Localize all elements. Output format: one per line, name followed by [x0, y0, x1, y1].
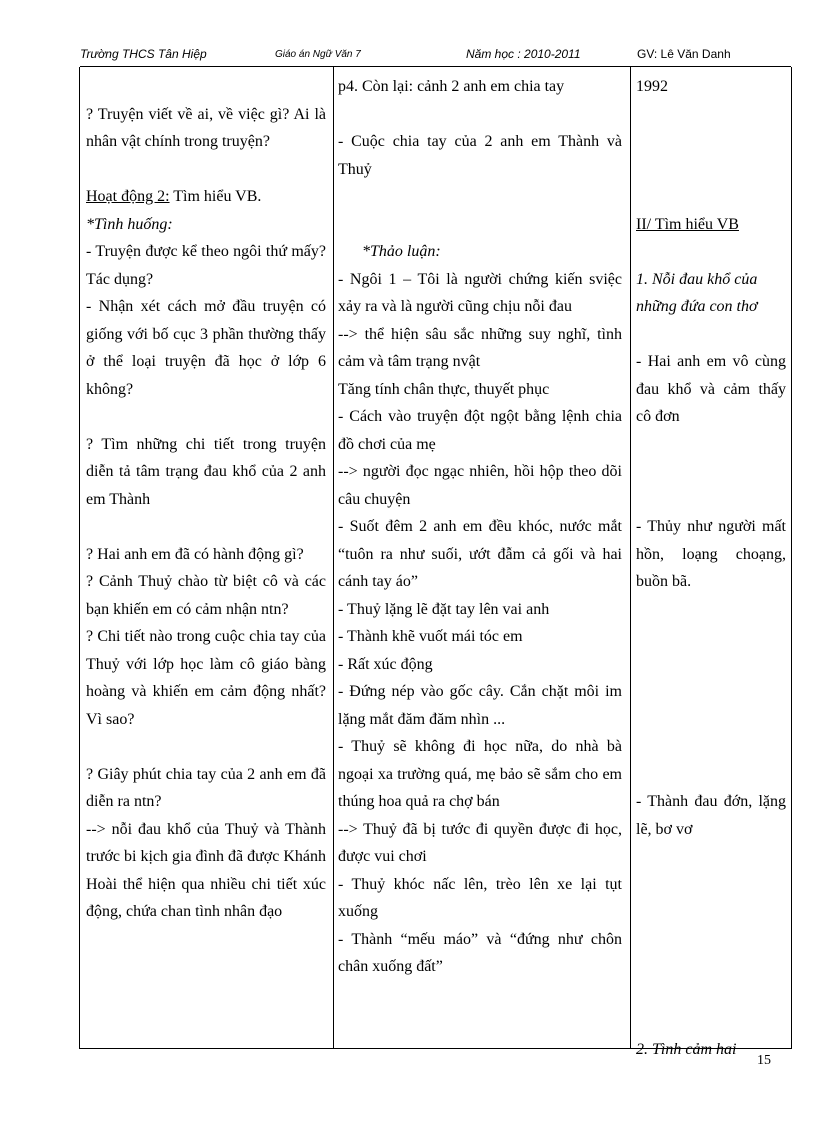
note-text: - Thủy như người mất hồn, loạng choạng, buồn bã.	[636, 518, 786, 590]
answer-text: - Thành “mếu máo” và “đứng như chôn chân xuống đất”	[338, 930, 622, 975]
student-answers-column	[338, 73, 622, 981]
answer-text: - Ngôi 1 – Tôi là người chứng kiến sviệc xảy ra và là người cũng chịu nỗi đau	[338, 270, 622, 315]
question-text: ? Chi tiết nào trong cuộc chia tay của Thuỷ với lớp học làm cô giáo bàng hoàng và khiến em cảm động nhất? Vì sao?	[86, 628, 326, 728]
header-teacher: GV: Lê Văn Danh	[637, 47, 731, 61]
answer-text: --> thể hiện sâu sắc những suy nghĩ, tình cảm và tâm trạng nvật	[338, 325, 622, 370]
answer-text: Tăng tính chân thực, thuyết phục	[338, 380, 550, 398]
section-heading: II/ Tìm hiểu VB	[636, 215, 739, 233]
page-header	[80, 47, 780, 67]
note-year: 1992	[636, 78, 668, 95]
lesson-table	[79, 67, 792, 1058]
answer-text: - Rất xúc động	[338, 655, 433, 673]
content-notes-column	[636, 73, 786, 1063]
answer-text: - Suốt đêm 2 anh em đều khóc, nước mắt “tuôn ra như suối, ướt đẫm cả gối và hai cánh tay áo”	[338, 518, 622, 590]
column-divider-1	[333, 67, 334, 1048]
question-text: ? Hai anh em đã có hành động gì?	[86, 545, 304, 563]
question-text: ? Tìm những chi tiết trong truyện diễn tả tâm trạng đau khổ của 2 anh em Thành	[86, 435, 326, 508]
note-text: - Hai anh em vô cùng đau khổ và cảm thấy cô đơn	[636, 353, 786, 425]
activity-label: Hoạt động 2:	[86, 188, 170, 205]
header-year: Năm học : 2010-2011	[466, 47, 581, 61]
question-text: --> nỗi đau khổ của Thuỷ và Thành trước bi kịch gia đình đã được Khánh Hoài thể hiện qua nhiều chi tiết xúc động, chứa chan tình nhân đạo	[86, 820, 326, 920]
header-subject: Giáo án Ngữ Văn 7	[275, 49, 361, 60]
discussion-label: *Thảo luận:	[362, 243, 441, 260]
answer-text: --> người đọc ngạc nhiên, hồi hộp theo dõi câu chuyện	[338, 463, 622, 508]
note-text: - Thành đau đớn, lặng lẽ, bơ vơ	[636, 793, 786, 838]
teacher-questions-column	[86, 73, 326, 926]
situation-label: *Tình huống:	[86, 215, 173, 233]
question-text: ? Cảnh Thuỷ chào từ biệt cô và các bạn khiến em có cảm nhận ntn?	[86, 573, 326, 618]
page-number: 15	[757, 1053, 771, 1068]
question-text: ? Truyện viết về ai, về việc gì? Ai là nhân vật chính trong truyện?	[86, 105, 326, 150]
column-divider-2	[630, 67, 631, 1048]
activity-heading	[86, 183, 326, 211]
answer-text: --> Thuỷ đã bị tước đi quyền được đi học, được vui chơi	[338, 820, 622, 865]
answer-text: - Thuỷ khóc nấc lên, trèo lên xe lại tụt xuống	[338, 875, 622, 920]
answer-text: - Thuỷ lặng lẽ đặt tay lên vai anh	[338, 600, 550, 618]
subsection-heading: 1. Nỗi đau khổ của những đứa con thơ	[636, 270, 758, 315]
answer-text: - Thuỷ sẽ không đi học nữa, do nhà bà ngoại xa trường quá, mẹ bảo sẽ sắm cho em thúng hoa quả ra chợ bán	[338, 738, 622, 810]
answer-text: - Cách vào truyện đột ngột bằng lệnh chia đồ chơi của mẹ	[338, 408, 622, 453]
activity-text: Tìm hiểu VB.	[169, 188, 262, 205]
question-text: ? Giây phút chia tay của 2 anh em đã diễn ra ntn?	[86, 765, 326, 810]
answer-text: p4. Còn lại: cảnh 2 anh em chia tay	[338, 78, 565, 95]
answer-text: - Đứng nép vào gốc cây. Cắn chặt môi im lặng mắt đăm đăm nhìn ...	[338, 683, 622, 728]
answer-text: - Thành khẽ vuốt mái tóc em	[338, 628, 523, 645]
question-text: - Truyện được kể theo ngôi thứ mấy? Tác dụng?	[86, 243, 326, 288]
subsection-heading: 2. Tình cảm hai	[636, 1040, 737, 1058]
header-school: Trường THCS Tân Hiệp	[80, 47, 207, 61]
question-text: - Nhận xét cách mở đầu truyện có giống với bố cục 3 phần thường thấy ở thể loại truyện đã học ở lớp 6 không?	[86, 298, 326, 398]
answer-text: - Cuộc chia tay của 2 anh em Thành và Thuỷ	[338, 133, 622, 178]
